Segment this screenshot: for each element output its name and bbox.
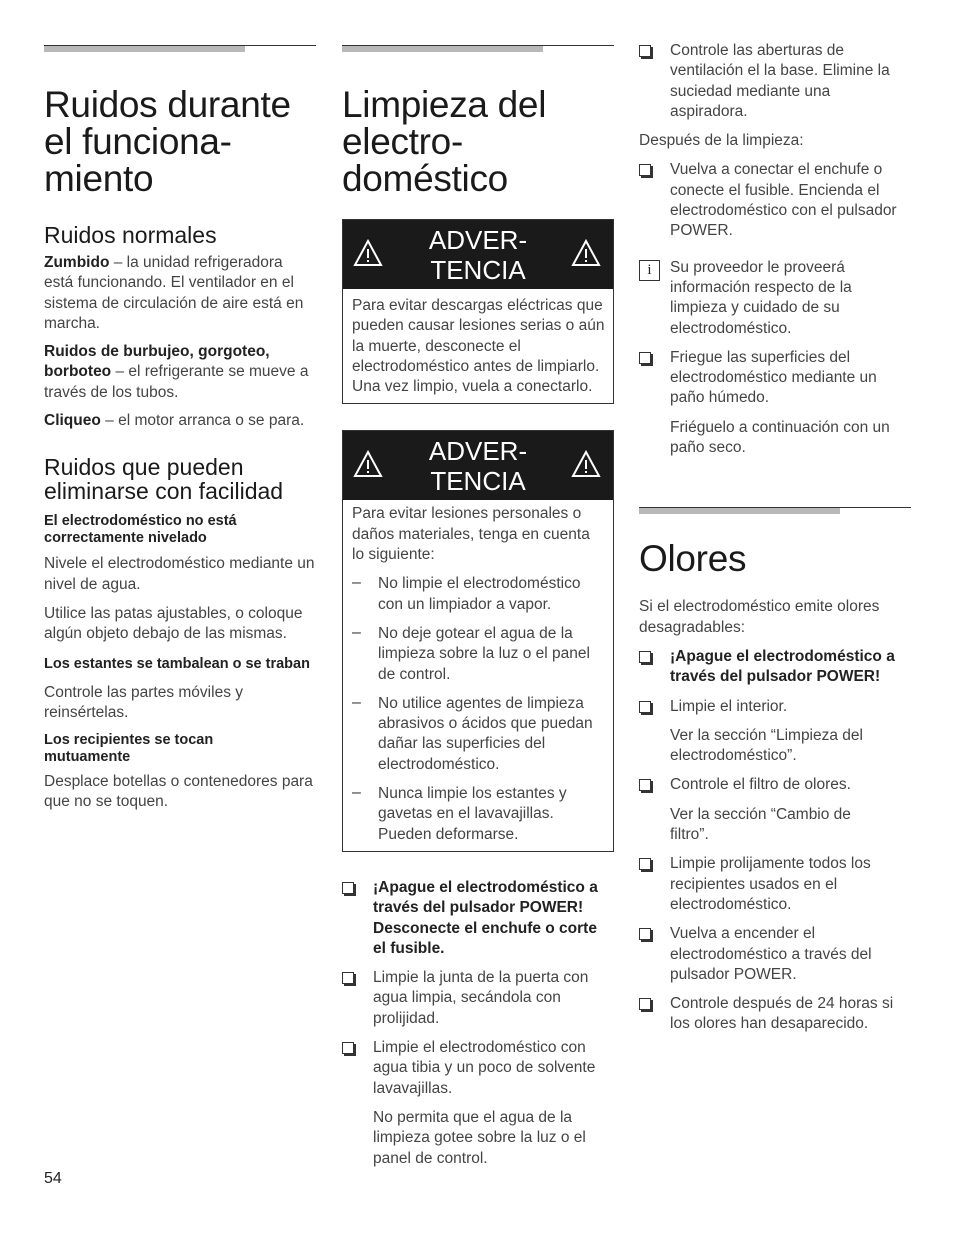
title-line: electro- <box>342 121 463 162</box>
warning-triangle-icon <box>353 239 383 267</box>
problem-text: Desplace botellas o contenedores para que no se toquen. <box>44 773 313 811</box>
problem-heading: Los estantes se tambalean o se traban <box>44 655 310 672</box>
step-note: No permita que el agua de la limpieza gotee sobre la luz o el panel de control. <box>373 1108 586 1167</box>
problem-text: Controle las partes móviles y reinsértelas. <box>44 683 243 721</box>
step-item: Vuelva a encender el electrodoméstico a través del pulsador POWER. <box>639 924 911 985</box>
warning-box <box>342 430 614 851</box>
step-note: Friéguelo a continuación con un paño seco. <box>670 418 890 457</box>
warning-title: ADVER- TENCIA <box>428 224 528 285</box>
warning-list-item: – No deje gotear el agua de la limpieza sobre la luz o el panel de control. <box>352 623 590 683</box>
checkbox-icon <box>639 697 670 717</box>
step-item: ¡Apague el electrodoméstico a través del pulsador POWER! Desconecte el enchufe o corte el fusible. <box>342 878 614 959</box>
column-noises <box>44 0 316 813</box>
step-item: Limpie el interior. <box>639 697 911 717</box>
step-item: Limpie la junta de la puerta con agua limpia, secándola con prolijidad. <box>342 968 614 1029</box>
title-line: Ruidos durante <box>44 84 291 125</box>
noise-item: Zumbido – la unidad refrigeradora está funcionando. El ventilador en el sistema de circulación de aire está en marcha. <box>44 254 304 332</box>
warning-triangle-icon <box>353 450 383 478</box>
title-line: doméstico <box>342 158 508 199</box>
column-cleaning-cont <box>639 41 911 1035</box>
warning-triangle-icon <box>571 450 601 478</box>
step-item: ¡Apague el electrodoméstico a través del pulsador POWER! <box>639 647 911 688</box>
checkbox-icon <box>639 647 670 688</box>
odors-intro: Si el electrodoméstico emite olores desagradables: <box>639 598 880 636</box>
checkbox-icon <box>342 968 373 1029</box>
noise-item: Ruidos de burbujeo, gorgoteo, borboteo – el refrigerante se mueve a través de los tubos. <box>44 343 309 401</box>
problem-text: Utilice las patas ajustables, o coloque algún objeto debajo de las mismas. <box>44 604 303 643</box>
step-item: Vuelva a conectar el enchufe o conecte el fusible. Encienda el electrodoméstico con el pulsador POWER. <box>639 160 911 241</box>
step-note: Ver la sección “Cambio de filtro”. <box>670 805 851 844</box>
info-icon: i <box>639 258 670 339</box>
noises-title <box>44 86 316 197</box>
warning-header <box>343 220 613 289</box>
info-note: i Su proveedor le proveerá información respecto de la limpieza y cuidado de su electrodoméstico. <box>639 258 911 339</box>
checkbox-icon <box>639 994 670 1035</box>
step-item: Limpie prolijamente todos los recipientes usados en el electrodoméstico. <box>639 854 911 915</box>
after-cleaning-label: Después de la limpieza: <box>639 132 804 150</box>
title-line: Limpieza del <box>342 84 547 125</box>
odors-title: Olores <box>639 538 747 580</box>
warning-triangle-icon <box>571 239 601 267</box>
step-item: Controle las aberturas de ventilación el la base. Elimine la suciedad mediante una aspiradora. <box>639 41 911 122</box>
removable-noises-heading: Ruidos que pueden eliminarse con facilidad <box>44 454 284 505</box>
checkbox-icon <box>639 775 670 795</box>
normal-noises-heading: Ruidos normales <box>44 222 217 248</box>
column-cleaning <box>342 0 614 1169</box>
warning-intro: Para evitar lesiones personales o daños materiales, tenga en cuenta lo siguiente: <box>352 505 590 564</box>
step-item: Friegue las superficies del electrodoméstico mediante un paño húmedo. <box>639 348 911 409</box>
warning-header <box>343 431 613 500</box>
warning-list-item: – No limpie el electrodoméstico con un limpiador a vapor. <box>352 574 581 613</box>
checkbox-icon <box>639 854 670 915</box>
warning-body <box>343 289 613 403</box>
problem-text: Nivele el electrodoméstico mediante un nivel de agua. <box>44 555 315 593</box>
step-item: Controle el filtro de olores. <box>639 775 911 795</box>
section-rule <box>44 45 316 53</box>
checkbox-icon <box>639 348 670 409</box>
step-note: Ver la sección “Limpieza del electrodoméstico”. <box>670 726 863 765</box>
warning-box <box>342 219 614 404</box>
step-item: Controle después de 24 horas si los olores han desaparecido. <box>639 994 911 1035</box>
title-line: el funciona- <box>44 121 232 162</box>
section-rule <box>639 507 911 515</box>
warning-title: ADVER- TENCIA <box>428 435 528 496</box>
checkbox-icon <box>342 1038 373 1099</box>
problem-heading: El electrodoméstico no está correctamente nivelado <box>44 513 237 547</box>
title-line: miento <box>44 158 154 199</box>
section-rule <box>342 45 614 53</box>
warning-body <box>343 500 613 850</box>
cleaning-title <box>342 86 614 197</box>
checkbox-icon <box>639 160 670 241</box>
page-number: 54 <box>44 1170 62 1187</box>
warning-list-item: – No utilice agentes de limpieza abrasivos o ácidos que puedan dañar las superficies del electrodoméstico. <box>352 693 593 773</box>
warning-list-item: – Nunca limpie los estantes y gavetas en el lavavajillas. Pueden deformarse. <box>352 784 567 843</box>
step-item: Limpie el electrodoméstico con agua tibia y un poco de solvente lavavajillas. <box>342 1038 614 1099</box>
problem-heading: Los recipientes se tocan mutuamente <box>44 732 214 766</box>
checkbox-icon <box>639 41 670 122</box>
noise-item: Cliqueo – el motor arranca o se para. <box>44 412 305 430</box>
checkbox-icon <box>342 878 373 959</box>
warning-text: Para evitar descargas eléctricas que pueden causar lesiones serias o aún la muerte, desconecte el electrodoméstico antes de limpiarlo. Una vez limpio, vuela a conectarlo. <box>352 297 605 396</box>
checkbox-icon <box>639 924 670 985</box>
